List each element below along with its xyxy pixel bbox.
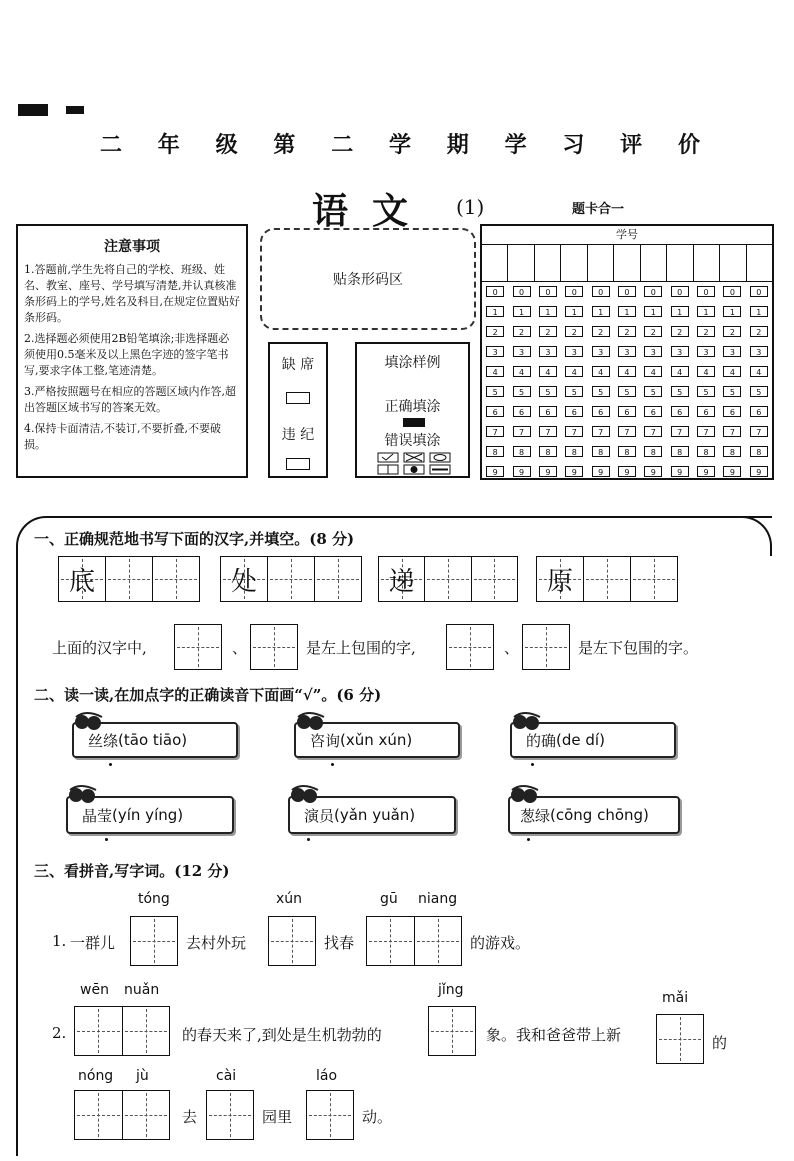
digit-bubble[interactable]: 6 — [486, 406, 504, 417]
digit-bubble[interactable]: 4 — [486, 366, 504, 377]
pinyin-label: wēn — [80, 982, 109, 998]
digit-bubble[interactable]: 7 — [592, 426, 610, 437]
digit-bubble[interactable]: 7 — [697, 426, 715, 437]
digit-bubble[interactable]: 6 — [671, 406, 689, 417]
q1-sentence-b: 是左上包围的字, — [306, 639, 416, 657]
absent-label: 缺 席 — [281, 357, 315, 373]
digit-bubble[interactable]: 2 — [723, 326, 741, 337]
sample-wrong-label: 错误填涂 — [384, 433, 441, 449]
student-id-cell[interactable] — [747, 245, 772, 281]
pinyin-card: 演员 (yǎn yuǎn) — [288, 796, 456, 834]
q1-sentence-c: 是左下包围的字。 — [578, 639, 699, 657]
digit-bubble[interactable]: 4 — [513, 366, 531, 377]
pinyin-card: 丝绦 (tāo tiāo) — [72, 722, 238, 758]
student-id-cell[interactable] — [588, 245, 614, 281]
digit-bubble[interactable]: 3 — [750, 346, 768, 357]
student-id-bubble-column — [746, 286, 772, 486]
student-id-bubble-column — [640, 286, 666, 486]
digit-bubble[interactable]: 5 — [592, 386, 610, 397]
student-id-bubble-column — [719, 286, 745, 486]
q3-s1-number: 1. — [52, 932, 67, 950]
notice-title: 注意事项 — [104, 239, 160, 255]
digit-bubble[interactable]: 0 — [618, 286, 636, 297]
digit-bubble[interactable]: 8 — [750, 446, 768, 457]
digit-bubble[interactable]: 0 — [486, 286, 504, 297]
digit-bubble[interactable]: 1 — [486, 306, 504, 317]
digit-bubble[interactable]: 0 — [697, 286, 715, 297]
digit-bubble[interactable]: 2 — [539, 326, 557, 337]
digit-bubble[interactable]: 9 — [618, 466, 636, 477]
student-id-cell[interactable] — [535, 245, 561, 281]
digit-bubble[interactable]: 0 — [565, 286, 583, 297]
q3-s2-text-2: 象。我和爸爸带上新 — [486, 1026, 622, 1044]
digit-bubble[interactable]: 2 — [618, 326, 636, 337]
q1-separator: 、 — [232, 639, 248, 657]
digit-bubble[interactable]: 8 — [723, 446, 741, 457]
digit-bubble[interactable]: 1 — [539, 306, 557, 317]
digit-bubble[interactable]: 0 — [539, 286, 557, 297]
digit-bubble[interactable]: 4 — [723, 366, 741, 377]
digit-bubble[interactable]: 4 — [750, 366, 768, 377]
digit-bubble[interactable]: 1 — [750, 306, 768, 317]
q3-s2-blank-2[interactable] — [428, 1006, 476, 1056]
pinyin-card: 葱绿 (cōng chōng) — [508, 796, 680, 834]
digit-bubble[interactable]: 5 — [644, 386, 662, 397]
violation-label: 违 纪 — [281, 427, 315, 443]
pinyin-label: niang — [418, 891, 458, 907]
digit-bubble[interactable]: 0 — [513, 286, 531, 297]
student-id-bubble-column — [667, 286, 693, 486]
digit-bubble[interactable]: 1 — [697, 306, 715, 317]
digit-bubble[interactable]: 1 — [644, 306, 662, 317]
barcode-area[interactable] — [260, 228, 476, 330]
pinyin-card: 晶莹 (yín yíng) — [66, 796, 234, 834]
digit-bubble[interactable]: 1 — [592, 306, 610, 317]
digit-bubble[interactable]: 7 — [750, 426, 768, 437]
student-id-cell[interactable] — [561, 245, 587, 281]
digit-bubble[interactable]: 9 — [539, 466, 557, 477]
q1-separator: 、 — [504, 639, 520, 657]
student-id-label: 学号 — [482, 226, 772, 245]
digit-bubble[interactable]: 9 — [723, 466, 741, 477]
digit-bubble[interactable]: 4 — [671, 366, 689, 377]
emphasis-dot — [531, 763, 534, 766]
student-id-write-cells[interactable] — [482, 245, 772, 282]
q1-title: 一、正确规范地书写下面的汉字,并填空。(8 分) — [34, 530, 355, 548]
emphasis-dot — [109, 763, 112, 766]
digit-bubble[interactable]: 9 — [697, 466, 715, 477]
digit-bubble[interactable]: 3 — [723, 346, 741, 357]
digit-bubble[interactable]: 4 — [697, 366, 715, 377]
digit-bubble[interactable]: 1 — [513, 306, 531, 317]
digit-bubble[interactable]: 0 — [644, 286, 662, 297]
registration-mark-small — [66, 106, 84, 114]
sample-title: 填涂样例 — [384, 355, 441, 371]
student-id-cell[interactable] — [614, 245, 640, 281]
digit-bubble[interactable]: 8 — [671, 446, 689, 457]
digit-bubble[interactable]: 5 — [565, 386, 583, 397]
digit-bubble[interactable]: 6 — [513, 406, 531, 417]
digit-bubble[interactable]: 7 — [539, 426, 557, 437]
violation-bubble[interactable] — [286, 458, 310, 470]
digit-bubble[interactable]: 8 — [513, 446, 531, 457]
grade-title: 二 年 级 第 二 学 期 学 习 评 价 — [100, 132, 700, 158]
digit-bubble[interactable]: 4 — [565, 366, 583, 377]
digit-bubble[interactable]: 0 — [671, 286, 689, 297]
q3-s3-blank-1[interactable] — [74, 1090, 170, 1140]
digit-bubble[interactable]: 4 — [644, 366, 662, 377]
digit-bubble[interactable]: 5 — [618, 386, 636, 397]
q1-blank-4[interactable] — [522, 624, 570, 670]
digit-bubble[interactable]: 6 — [618, 406, 636, 417]
pinyin-label: xún — [276, 891, 303, 907]
emphasis-dot — [331, 763, 334, 766]
student-id-cell[interactable] — [720, 245, 746, 281]
q3-s1-text-1: 一群儿 — [70, 934, 116, 952]
q1-char-row-4[interactable] — [536, 556, 678, 602]
digit-bubble[interactable]: 7 — [671, 426, 689, 437]
notice-box — [16, 224, 248, 478]
q3-s1-text-3: 找春 — [324, 934, 355, 952]
student-id-bubble-column — [614, 286, 640, 486]
q3-s2-number: 2. — [52, 1024, 67, 1042]
digit-bubble[interactable]: 8 — [565, 446, 583, 457]
emphasis-dot — [527, 838, 530, 841]
notice-item: 4.保持卡面清洁,不装订,不要折叠,不要破损。 — [24, 422, 221, 451]
pinyin-label: nóng — [78, 1068, 114, 1084]
q3-s2-text-1: 的春天来了,到处是生机勃勃的 — [182, 1026, 382, 1044]
digit-bubble[interactable]: 7 — [565, 426, 583, 437]
digit-bubble[interactable]: 6 — [697, 406, 715, 417]
fill-sample-box — [355, 342, 470, 478]
digit-bubble[interactable]: 6 — [723, 406, 741, 417]
digit-bubble[interactable]: 7 — [513, 426, 531, 437]
digit-bubble[interactable]: 8 — [592, 446, 610, 457]
q3-s3-text-3: 动。 — [362, 1108, 393, 1126]
student-id-bubble-column — [535, 286, 561, 486]
pinyin-label: nuǎn — [124, 982, 160, 998]
digit-bubble[interactable]: 7 — [723, 426, 741, 437]
q1-char: 处 — [230, 566, 257, 597]
digit-bubble[interactable]: 6 — [750, 406, 768, 417]
barcode-label: 贴条形码区 — [333, 272, 403, 288]
digit-bubble[interactable]: 1 — [618, 306, 636, 317]
digit-bubble[interactable]: 5 — [723, 386, 741, 397]
digit-bubble[interactable]: 5 — [539, 386, 557, 397]
student-id-bubble-column — [587, 286, 613, 486]
registration-mark-large — [18, 104, 48, 116]
digit-bubble[interactable]: 2 — [644, 326, 662, 337]
digit-bubble[interactable]: 4 — [618, 366, 636, 377]
digit-bubble[interactable]: 3 — [486, 346, 504, 357]
pinyin-label: mǎi — [662, 990, 689, 1006]
digit-bubble[interactable]: 2 — [486, 326, 504, 337]
q1-blank-1[interactable] — [174, 624, 222, 670]
q3-s1-text-4: 的游戏。 — [470, 934, 531, 952]
student-id-cell[interactable] — [508, 245, 534, 281]
q1-sentence-a: 上面的汉字中, — [52, 639, 147, 657]
digit-bubble[interactable]: 2 — [513, 326, 531, 337]
q1-blank-2[interactable] — [250, 624, 298, 670]
digit-bubble[interactable]: 9 — [671, 466, 689, 477]
card-label: 题卡合一 — [572, 202, 625, 217]
digit-bubble[interactable]: 8 — [644, 446, 662, 457]
digit-bubble[interactable]: 3 — [644, 346, 662, 357]
q3-s3-blank-3[interactable] — [306, 1090, 354, 1140]
digit-bubble[interactable]: 7 — [644, 426, 662, 437]
digit-bubble[interactable]: 8 — [486, 446, 504, 457]
pinyin-card: 咨询 (xǔn xún) — [294, 722, 460, 758]
q1-char: 原 — [546, 566, 573, 597]
student-id-bubble-column — [561, 286, 587, 486]
absent-bubble[interactable] — [286, 392, 310, 404]
pinyin-label: cài — [216, 1068, 237, 1084]
digit-bubble[interactable]: 5 — [486, 386, 504, 397]
q3-s3-blank-2[interactable] — [206, 1090, 254, 1140]
digit-bubble[interactable]: 6 — [644, 406, 662, 417]
digit-bubble[interactable]: 3 — [618, 346, 636, 357]
emphasis-dot — [105, 838, 108, 841]
q3-title: 三、看拼音,写字词。(12 分) — [34, 862, 230, 880]
q3-s3-text-2: 园里 — [262, 1108, 293, 1126]
q3-s1-blank-2[interactable] — [268, 916, 316, 966]
notice-item: 1.答题前,学生先将自己的学校、班级、姓名、教室、座号、学号填写清楚,并认真核准条形码上的学号,姓名及科目,在规定位置贴好条形码。 — [24, 263, 240, 324]
notice-item: 2.选择题必须使用2B铅笔填涂;非选择题必须使用0.5毫米及以上黑色字迹的签字笔书写,要求字体工整,笔迹清楚。 — [24, 332, 230, 377]
correct-fill-mark — [403, 418, 425, 427]
digit-bubble[interactable]: 1 — [565, 306, 583, 317]
digit-bubble[interactable]: 3 — [697, 346, 715, 357]
subject-title: 语文 — [312, 190, 433, 232]
pinyin-label: láo — [316, 1068, 338, 1084]
digit-bubble[interactable]: 3 — [513, 346, 531, 357]
digit-bubble[interactable]: 2 — [671, 326, 689, 337]
q3-s1-text-2: 去村外玩 — [186, 934, 247, 952]
digit-bubble[interactable]: 9 — [513, 466, 531, 477]
digit-bubble[interactable]: 6 — [565, 406, 583, 417]
q1-char: 递 — [388, 566, 415, 597]
digit-bubble[interactable]: 2 — [750, 326, 768, 337]
student-id-bubble-column — [482, 286, 508, 486]
digit-bubble[interactable]: 3 — [565, 346, 583, 357]
digit-bubble[interactable]: 7 — [618, 426, 636, 437]
emphasis-dot — [307, 838, 310, 841]
subject-number: (1) — [456, 195, 485, 219]
digit-bubble[interactable]: 8 — [697, 446, 715, 457]
q2-title: 二、读一读,在加点字的正确读音下面画“√”。(6 分) — [34, 686, 382, 704]
q3-s1-blank-1[interactable] — [130, 916, 178, 966]
digit-bubble[interactable]: 0 — [592, 286, 610, 297]
digit-bubble[interactable]: 0 — [723, 286, 741, 297]
notice-item: 3.严格按照题号在相应的答题区域内作答,超出答题区域书写的答案无效。 — [24, 385, 236, 414]
digit-bubble[interactable]: 6 — [592, 406, 610, 417]
q3-s2-text-3: 的 — [712, 1034, 728, 1052]
q3-s2-blank-3[interactable] — [656, 1014, 704, 1064]
digit-bubble[interactable]: 4 — [592, 366, 610, 377]
digit-bubble[interactable]: 2 — [565, 326, 583, 337]
digit-bubble[interactable]: 9 — [592, 466, 610, 477]
student-id-cell[interactable] — [482, 245, 508, 281]
q1-char-row-2[interactable] — [220, 556, 362, 602]
student-id-cell[interactable] — [694, 245, 720, 281]
sample-correct-label: 正确填涂 — [384, 399, 441, 415]
digit-bubble[interactable]: 2 — [697, 326, 715, 337]
digit-bubble[interactable]: 1 — [723, 306, 741, 317]
digit-bubble[interactable]: 4 — [539, 366, 557, 377]
digit-bubble[interactable]: 6 — [539, 406, 557, 417]
q3-s3-text-1: 去 — [182, 1108, 198, 1126]
digit-bubble[interactable]: 8 — [539, 446, 557, 457]
q3-s2-blank-1[interactable] — [74, 1006, 170, 1056]
absent-violation-box — [268, 342, 328, 478]
pinyin-label: jù — [136, 1068, 149, 1084]
student-id-cell[interactable] — [667, 245, 693, 281]
pinyin-label: tóng — [138, 891, 170, 907]
q3-s1-blank-3[interactable] — [366, 916, 462, 966]
pinyin-label: jǐng — [438, 982, 464, 998]
pinyin-card: 的确 (de dí) — [510, 722, 676, 758]
digit-bubble[interactable]: 8 — [618, 446, 636, 457]
digit-bubble[interactable]: 5 — [750, 386, 768, 397]
digit-bubble[interactable]: 1 — [671, 306, 689, 317]
digit-bubble[interactable]: 9 — [644, 466, 662, 477]
digit-bubble[interactable]: 9 — [486, 466, 504, 477]
digit-bubble[interactable]: 0 — [750, 286, 768, 297]
digit-bubble[interactable]: 3 — [592, 346, 610, 357]
wrong-fill-marks-icon — [377, 452, 453, 476]
student-id-bubbles — [482, 282, 772, 486]
student-id-cell[interactable] — [641, 245, 667, 281]
digit-bubble[interactable]: 7 — [486, 426, 504, 437]
student-id-bubble-column — [508, 286, 534, 486]
digit-bubble[interactable]: 3 — [671, 346, 689, 357]
digit-bubble[interactable]: 3 — [539, 346, 557, 357]
digit-bubble[interactable]: 9 — [565, 466, 583, 477]
q1-char: 底 — [68, 566, 95, 597]
digit-bubble[interactable]: 2 — [592, 326, 610, 337]
q1-char-row-1[interactable] — [58, 556, 200, 602]
digit-bubble[interactable]: 9 — [750, 466, 768, 477]
student-id-grid — [480, 224, 774, 480]
digit-bubble[interactable]: 5 — [513, 386, 531, 397]
digit-bubble[interactable]: 5 — [671, 386, 689, 397]
student-id-bubble-column — [693, 286, 719, 486]
q1-blank-3[interactable] — [446, 624, 494, 670]
q1-char-row-3[interactable] — [378, 556, 518, 602]
pinyin-label: gū — [380, 891, 398, 907]
digit-bubble[interactable]: 5 — [697, 386, 715, 397]
